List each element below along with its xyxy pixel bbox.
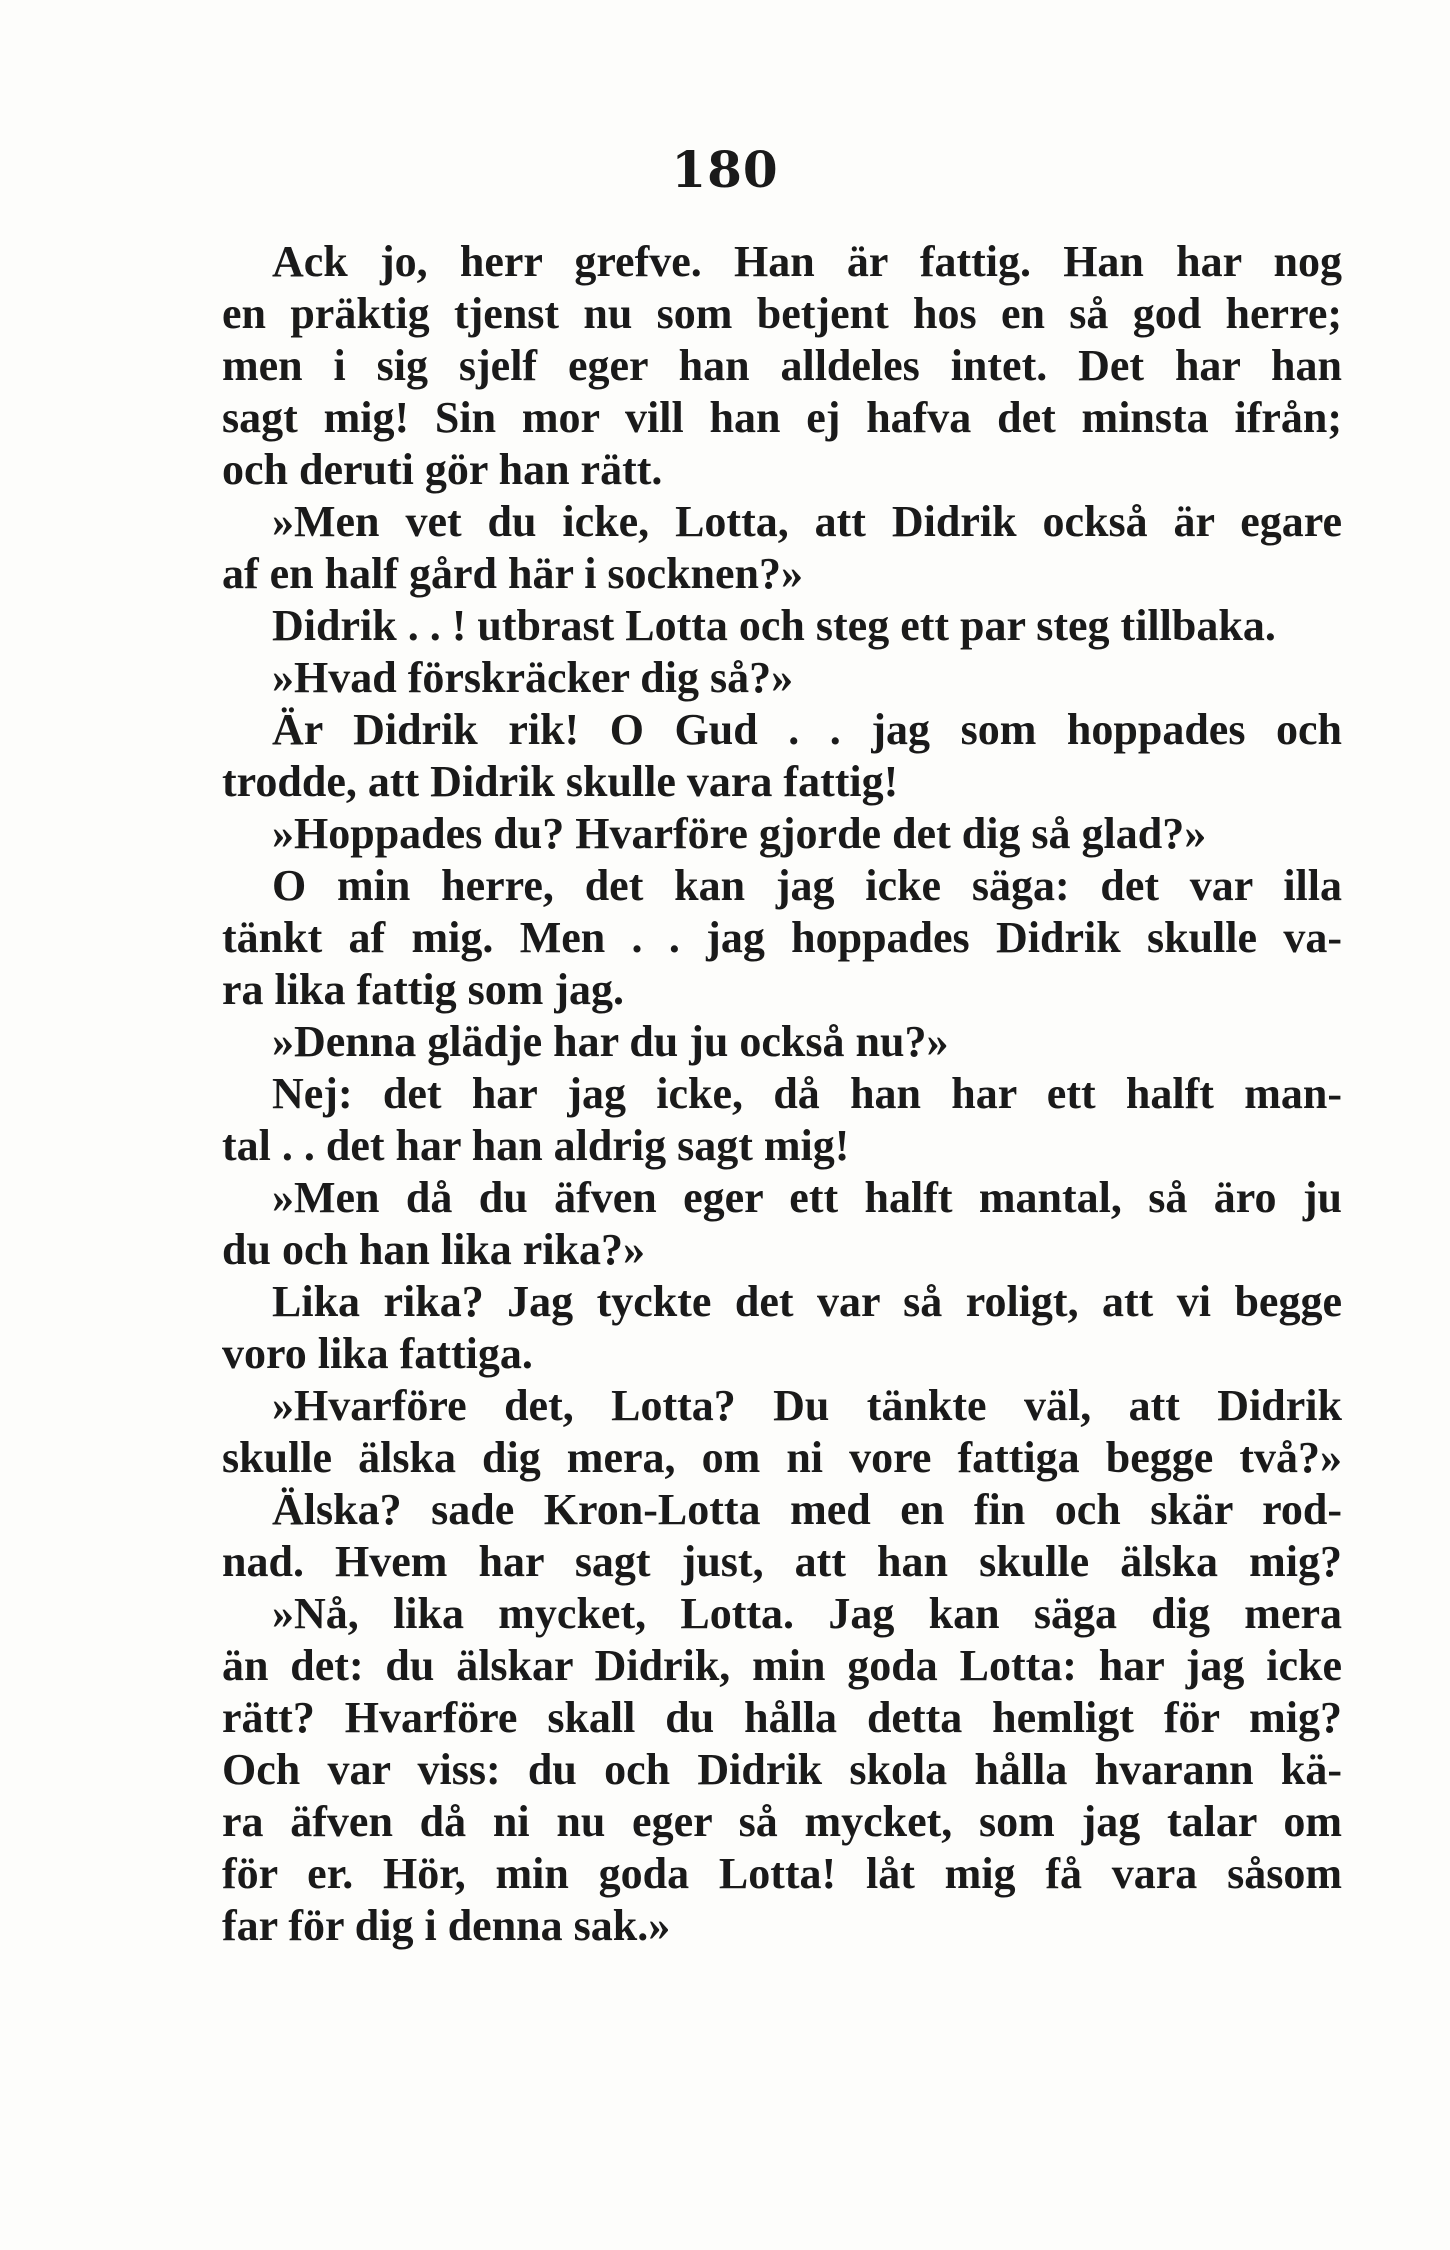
text-line: voro lika fattiga. — [222, 1329, 533, 1378]
text-line: »Men vet du icke, Lotta, att Didrik också är egare — [272, 497, 1342, 546]
text-line: Och var viss: du och Didrik skola hålla hvarann kä- — [222, 1745, 1342, 1794]
text-line: för er. Hör, min goda Lotta! låt mig få vara såsom — [222, 1849, 1342, 1898]
text-line: ra lika fattig som jag. — [222, 965, 625, 1014]
text-line: far för dig i denna sak.» — [222, 1901, 671, 1950]
text-line: tal . . det har han aldrig sagt mig! — [222, 1121, 850, 1170]
text-line: men i sig sjelf eger han alldeles intet. Det har han — [222, 341, 1342, 390]
text-line: ra äfven då ni nu eger så mycket, som jag talar om — [222, 1797, 1342, 1846]
text-line: »Hoppades du? Hvarföre gjorde det dig så glad?» — [272, 809, 1207, 858]
text-line: Är Didrik rik! O Gud . . jag som hoppades och — [272, 705, 1342, 754]
text-line: och deruti gör han rätt. — [222, 445, 663, 494]
text-line: tänkt af mig. Men . . jag hoppades Didrik skulle va- — [222, 913, 1342, 962]
text-line: Ack jo, herr grefve. Han är fattig. Han har nog — [272, 237, 1342, 286]
text-line: Didrik . . ! utbrast Lotta och steg ett par steg tillbaka. — [272, 601, 1276, 650]
text-line: trodde, att Didrik skulle vara fattig! — [222, 757, 899, 806]
text-line: sagt mig! Sin mor vill han ej hafva det minsta ifrån; — [222, 393, 1342, 442]
text-line: O min herre, det kan jag icke säga: det var illa — [272, 861, 1342, 910]
text-line: af en half gård här i socknen?» — [222, 549, 804, 598]
text-line: nad. Hvem har sagt just, att han skulle älska mig? — [222, 1537, 1342, 1586]
text-line: en präktig tjenst nu som betjent hos en så god herre; — [222, 289, 1342, 338]
text-line: »Hvad förskräcker dig så?» — [272, 653, 794, 702]
text-line: »Hvarföre det, Lotta? Du tänkte väl, att Didrik — [272, 1381, 1342, 1430]
text-line: skulle älska dig mera, om ni vore fattiga begge två?» — [222, 1433, 1342, 1482]
text-line: Lika rika? Jag tyckte det var så roligt, att vi begge — [272, 1277, 1342, 1326]
text-line: Nej: det har jag icke, då han har ett halft man- — [272, 1069, 1342, 1118]
text-line: »Men då du äfven eger ett halft mantal, så äro ju — [272, 1173, 1342, 1222]
text-line: rätt? Hvarföre skall du hålla detta hemligt för mig? — [222, 1693, 1342, 1742]
text-line: du och han lika rika?» — [222, 1225, 646, 1274]
body-text — [222, 236, 1342, 1952]
text-line: Älska? sade Kron-Lotta med en fin och skär rod- — [272, 1485, 1342, 1534]
page-number: 180 — [671, 140, 779, 199]
text-line: »Nå, lika mycket, Lotta. Jag kan säga dig mera — [272, 1589, 1342, 1638]
text-line: »Denna glädje har du ju också nu?» — [272, 1017, 949, 1066]
text-line: än det: du älskar Didrik, min goda Lotta: har jag icke — [222, 1641, 1342, 1690]
